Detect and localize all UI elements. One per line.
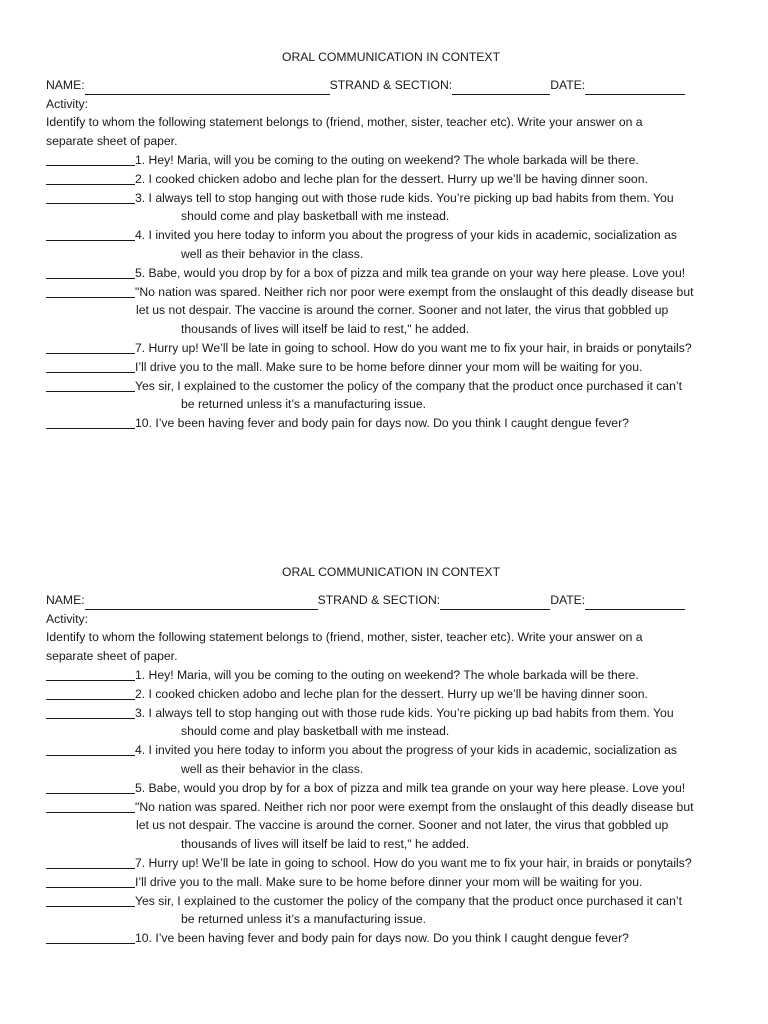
activity-label: Activity:: [46, 96, 88, 111]
item-continuation: be returned unless it’s a manufacturing issue.: [181, 912, 427, 927]
list-item: [46, 339, 736, 358]
strand-blank[interactable]: [440, 595, 550, 610]
item-text: "No nation was spared. Neither rich nor poor were exempt from the onslaught of this deadly disease but: [135, 284, 694, 299]
answer-blank[interactable]: [46, 685, 135, 700]
header-fields: [46, 591, 736, 610]
list-item: [46, 929, 736, 948]
item-text: 2. I cooked chicken adobo and leche plan for the dessert. Hurry up we’ll be having dinner soon.: [135, 171, 648, 186]
item-text: 1. Hey! Maria, will you be coming to the outing on weekend? The whole barkada will be there.: [135, 152, 639, 167]
list-item: [46, 414, 736, 433]
answer-blank[interactable]: [46, 189, 135, 204]
instructions-line-2: separate sheet of paper.: [46, 134, 178, 149]
answer-blank[interactable]: [46, 779, 135, 794]
answer-blank[interactable]: [46, 283, 135, 298]
list-item: [46, 377, 736, 396]
answer-blank[interactable]: [46, 892, 135, 907]
date-label: DATE:: [550, 592, 586, 607]
list-item: [46, 151, 736, 170]
worksheet-bottom: [46, 563, 736, 948]
item-text: Yes sir, I explained to the customer the policy of the company that the product once purchased it can’t: [135, 378, 682, 393]
answer-blank[interactable]: [46, 741, 135, 756]
item-text: 10. I’ve been having fever and body pain for days now. Do you think I caught dengue fever?: [135, 416, 629, 431]
list-item: [46, 873, 736, 892]
item-text: 7. Hurry up! We’ll be late in going to school. How do you want me to fix your hair, in braids or ponytails?: [135, 855, 692, 870]
item-continuation: thousands of lives will itself be laid to rest," he added.: [181, 837, 470, 852]
list-item: [46, 226, 736, 245]
item-text: 2. I cooked chicken adobo and leche plan for the dessert. Hurry up we’ll be having dinner soon.: [135, 686, 648, 701]
list-item: [46, 704, 736, 723]
list-item: [46, 189, 736, 208]
instructions-line-1: Identify to whom the following statement belongs to (friend, mother, sister, teacher etc). Write your answer on a: [46, 630, 643, 645]
item-text: 3. I always tell to stop hanging out with those rude kids. You’re picking up bad habits from them. You: [135, 190, 674, 205]
strand-label: STRAND & SECTION:: [317, 592, 441, 607]
list-item: [46, 666, 736, 685]
item-text: 1. Hey! Maria, will you be coming to the outing on weekend? The whole barkada will be there.: [135, 667, 639, 682]
list-item: [46, 283, 736, 302]
answer-blank[interactable]: [46, 151, 135, 166]
item-continuation: should come and play basketball with me instead.: [181, 209, 450, 224]
item-text: I’ll drive you to the mall. Make sure to be home before dinner your mom will be waiting for you.: [135, 874, 643, 889]
strand-label: STRAND & SECTION:: [329, 77, 453, 92]
item-continuation: well as their behavior in the class.: [181, 761, 364, 776]
answer-blank[interactable]: [46, 798, 135, 813]
answer-blank[interactable]: [46, 414, 135, 429]
date-blank[interactable]: [585, 595, 685, 610]
header-fields: [46, 76, 736, 95]
item-text: 4. I invited you here today to inform you about the progress of your kids in academic, socialization as: [135, 228, 677, 243]
item-continuation: be returned unless it’s a manufacturing issue.: [181, 397, 427, 412]
activity-label: Activity:: [46, 611, 88, 626]
item-text: Yes sir, I explained to the customer the policy of the company that the product once purchased it can’t: [135, 893, 682, 908]
strand-blank[interactable]: [452, 80, 550, 95]
item-text: 7. Hurry up! We’ll be late in going to school. How do you want me to fix your hair, in braids or ponytails?: [135, 340, 692, 355]
list-item: [46, 685, 736, 704]
item-continuation: let us not despair. The vaccine is around the corner. Sooner and not later, the virus that gobbled up: [136, 818, 669, 833]
instructions-line-2: separate sheet of paper.: [46, 649, 178, 664]
list-item: [46, 779, 736, 798]
list-item: [46, 264, 736, 283]
list-item: [46, 741, 736, 760]
worksheet-title: ORAL COMMUNICATION IN CONTEXT: [281, 565, 501, 579]
answer-blank[interactable]: [46, 226, 135, 241]
list-item: [46, 798, 736, 817]
name-blank[interactable]: [85, 80, 330, 95]
item-text: I’ll drive you to the mall. Make sure to be home before dinner your mom will be waiting for you.: [135, 359, 643, 374]
item-text: 5. Babe, would you drop by for a box of pizza and milk tea grande on your way here please. Love you!: [135, 265, 686, 280]
answer-blank[interactable]: [46, 377, 135, 392]
list-item: [46, 170, 736, 189]
instructions-line-1: Identify to whom the following statement belongs to (friend, mother, sister, teacher etc). Write your answer on a: [46, 115, 643, 130]
answer-blank[interactable]: [46, 929, 135, 944]
item-text: 3. I always tell to stop hanging out with those rude kids. You’re picking up bad habits from them. You: [135, 705, 674, 720]
item-continuation: let us not despair. The vaccine is around the corner. Sooner and not later, the virus that gobbled up: [136, 303, 669, 318]
answer-blank[interactable]: [46, 704, 135, 719]
date-label: DATE:: [550, 77, 586, 92]
answer-blank[interactable]: [46, 339, 135, 354]
item-continuation: well as their behavior in the class.: [181, 246, 364, 261]
list-item: [46, 892, 736, 911]
list-item: [46, 854, 736, 873]
item-text: 4. I invited you here today to inform you about the progress of your kids in academic, socialization as: [135, 743, 677, 758]
item-text: 5. Babe, would you drop by for a box of pizza and milk tea grande on your way here please. Love you!: [135, 780, 686, 795]
worksheet-top: [46, 48, 736, 433]
name-label: NAME:: [46, 592, 85, 607]
name-blank[interactable]: [85, 595, 318, 610]
item-continuation: should come and play basketball with me instead.: [181, 724, 450, 739]
answer-blank[interactable]: [46, 358, 135, 373]
answer-blank[interactable]: [46, 873, 135, 888]
item-text: "No nation was spared. Neither rich nor poor were exempt from the onslaught of this deadly disease but: [135, 799, 694, 814]
answer-blank[interactable]: [46, 264, 135, 279]
item-continuation: thousands of lives will itself be laid to rest," he added.: [181, 322, 470, 337]
worksheet-title: ORAL COMMUNICATION IN CONTEXT: [281, 50, 501, 64]
answer-blank[interactable]: [46, 854, 135, 869]
date-blank[interactable]: [585, 80, 685, 95]
answer-blank[interactable]: [46, 170, 135, 185]
answer-blank[interactable]: [46, 666, 135, 681]
list-item: [46, 358, 736, 377]
item-text: 10. I’ve been having fever and body pain for days now. Do you think I caught dengue fever?: [135, 931, 629, 946]
name-label: NAME:: [46, 77, 85, 92]
